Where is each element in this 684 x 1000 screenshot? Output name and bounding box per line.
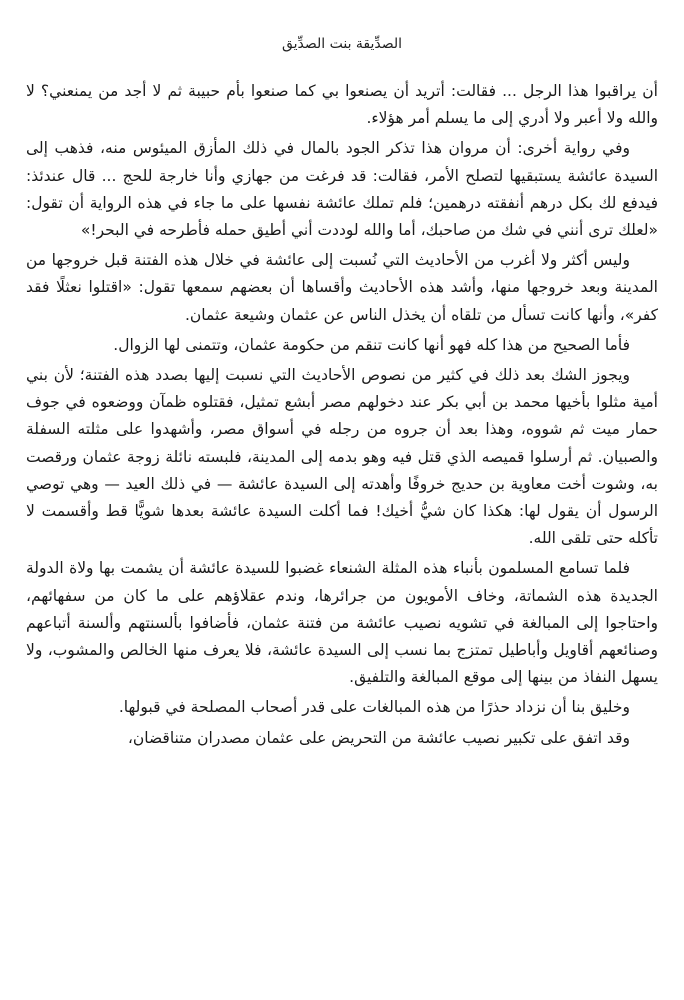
running-title: الصدِّيقة بنت الصدِّيق — [281, 36, 403, 52]
paragraph: أن يراقبوا هذا الرجل ... فقالت: أتريد أن يصنعوا بي كما صنعوا بأم حبيبة ثم لا أجد من يمنعني؟ لا والله ولا أعبر ولا أدري إلى ما يسلم أمر هؤلاء. — [26, 82, 658, 128]
paragraph: ويجوز الشك بعد ذلك في كثير من نصوص الأحاديث التي نسبت إليها بصدد هذه الفتنة؛ لأن بني أمية مثلوا بأخيها محمد بن أبي بكر عند دخولهم مصر أبشع تمثيل، فقتلوه ظمآن ووضعوه في جوف حمار ميت ثم شووه، وهذا بعد أن جروه من رجله في أسواق مصر، وأشهدوا على مثلته السفلة والصبيان. ثم أرسلوا قميصه الذي قتل فيه وهو بدمه إلى المدينة، فلبسته نائلة زوجة عثمان ورقصت به، وشوت أخت معاوية بن حديج خروفًا وأهدته إلى السيدة عائشة — في ذلك العيد — وهي توصي الرسول أن يقول لها: هكذا كان شيُّ أخيك! فما أكلت السيدة عائشة بعدها شويًّا قط وأقسمت لا تأكله حتى تلقى الله. — [26, 366, 658, 548]
paragraph: وخليق بنا أن نزداد حذرًا من هذه المبالغات على قدر أصحاب المصلحة في قبولها. — [118, 698, 630, 717]
paragraph: فأما الصحيح من هذا كله فهو أنها كانت تنقم من حكومة عثمان، وتتمنى لها الزوال. — [113, 335, 630, 354]
paragraph: وقد اتفق على تكبير نصيب عائشة من التحريض على عثمان مصدران متناقضان، — [127, 728, 630, 747]
paragraph: وفي رواية أخرى: أن مروان هذا تذكر الجود بالمال في ذلك المأزق الميئوس منه، فذهب إلى السيدة عائشة يستبقيها لتصلح الأمر، فقالت: قد فرغت من جهازي وأنا خارجة للحج ... قال عندئذ: فيدفع لك بكل درهم أنفقته درهمين؛ فلم تملك عائشة نفسها على ما جاء في هذه الرواية أن تقول: «لعلك ترى أنني في شك من صاحبك، أما والله لوددت أني أطيق حمله فأطرحه في البحر!» — [26, 139, 658, 240]
paragraph: فلما تسامع المسلمون بأنباء هذه المثلة الشنعاء غضبوا للسيدة عائشة أن يشمت بها ولاة الدولة الجديدة هذه الشماتة، وخاف الأمويون من جرائرها، وندم عقلاؤهم على ما كان من سفهائهم، واحتاجوا إلى المبالغة في تشويه نصيب عائشة من فتنة عثمان، فأضافوا بألسنتهم وألسنة أتباعهم وصنائعهم أقاويل وأباطيل تمتزج بما نسب إلى السيدة عائشة، فلا يعرف منها الخالص والمشوب، ولا يسهل النفاذ من بينها إلى موقع المبالغة والتلفيق. — [26, 559, 658, 687]
body-text — [26, 78, 658, 755]
paragraph: وليس أكثر ولا أغرب من الأحاديث التي نُسبت إلى عائشة في خلال هذه الفتنة قبل خروجها من المدينة وبعد خروجها منها، وأشد هذه الأحاديث وأقساها أن بعضهم سمعها تقول: «اقتلوا نعثلًا فقد كفر»، وأنها كانت تسأل من تلقاه أن يخذل الناس عن عثمان وشيعة عثمان. — [26, 251, 658, 324]
